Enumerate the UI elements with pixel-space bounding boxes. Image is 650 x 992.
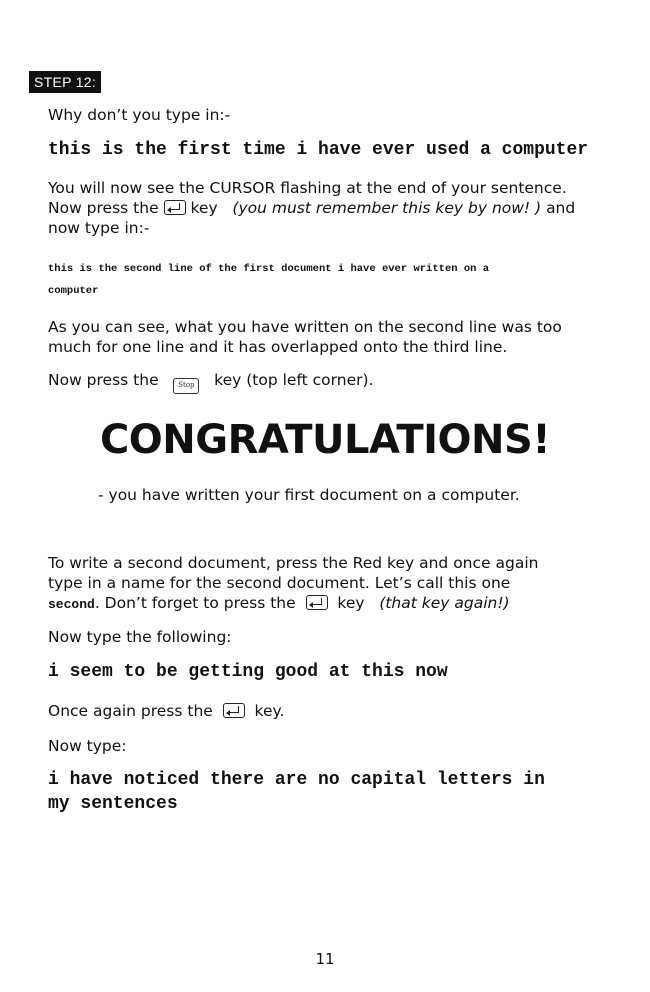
code-line-1: this is the first time i have ever used a computer [48,140,589,160]
instruction-text: Now press the [48,199,159,217]
return-key-icon [306,595,328,610]
explanation-line: much for one line and it has overlapped onto the third line. [48,338,508,356]
press-text: Once again press the [48,702,213,720]
stop-text: Now press the [48,371,159,389]
press-text: key. [254,702,285,720]
document-name: second [48,597,95,612]
paragraph-line: type in a name for the second document. Let’s call this one [48,574,511,592]
congratulations-heading: CONGRATULATIONS! [99,417,551,463]
instruction-text: and [546,199,576,217]
page-number: 11 [315,950,335,968]
step-label: STEP 12: [29,71,101,93]
instruction-line: You will now see the CURSOR flashing at the end of your sentence. [48,179,567,197]
instruction-line [48,198,608,218]
code-line: i have noticed there are no capital letters in [48,770,545,790]
explanation-line: As you can see, what you have written on the second line was too [48,318,562,336]
instruction-paragraph-1 [48,178,608,238]
explanation-paragraph [48,317,608,357]
code-line: computer [48,285,99,297]
paragraph-italic: (that key again!) [379,594,510,612]
paragraph-text: key [337,594,365,612]
congrats-subtext: - you have written your first document on a computer. [98,486,520,504]
return-key-icon [164,200,186,215]
code-block-4 [48,768,545,816]
paragraph-line [48,593,605,615]
stop-key-icon: Stop [173,378,199,394]
return-key-icon [223,703,245,718]
code-block-2 [48,258,489,302]
paragraph-text: . Don’t forget to press the [94,594,296,612]
code-line-3: i seem to be getting good at this now [48,662,448,682]
paragraph-line: To write a second document, press the Red key and once again [48,554,539,572]
stop-instruction [48,370,373,394]
second-document-paragraph [48,553,605,615]
type-following-text: Now type the following: [48,628,232,646]
intro-text: Why don’t you type in:- [48,106,231,124]
instruction-italic: (you must remember this key by now! ) [232,199,542,217]
now-type-text: Now type: [48,737,127,755]
stop-text: key (top left corner). [214,371,374,389]
press-again-instruction [48,701,284,721]
instruction-line: now type in:- [48,219,150,237]
code-line: my sentences [48,794,178,814]
code-line: this is the second line of the first document i have ever written on a [48,263,490,275]
instruction-text: key [190,199,218,217]
